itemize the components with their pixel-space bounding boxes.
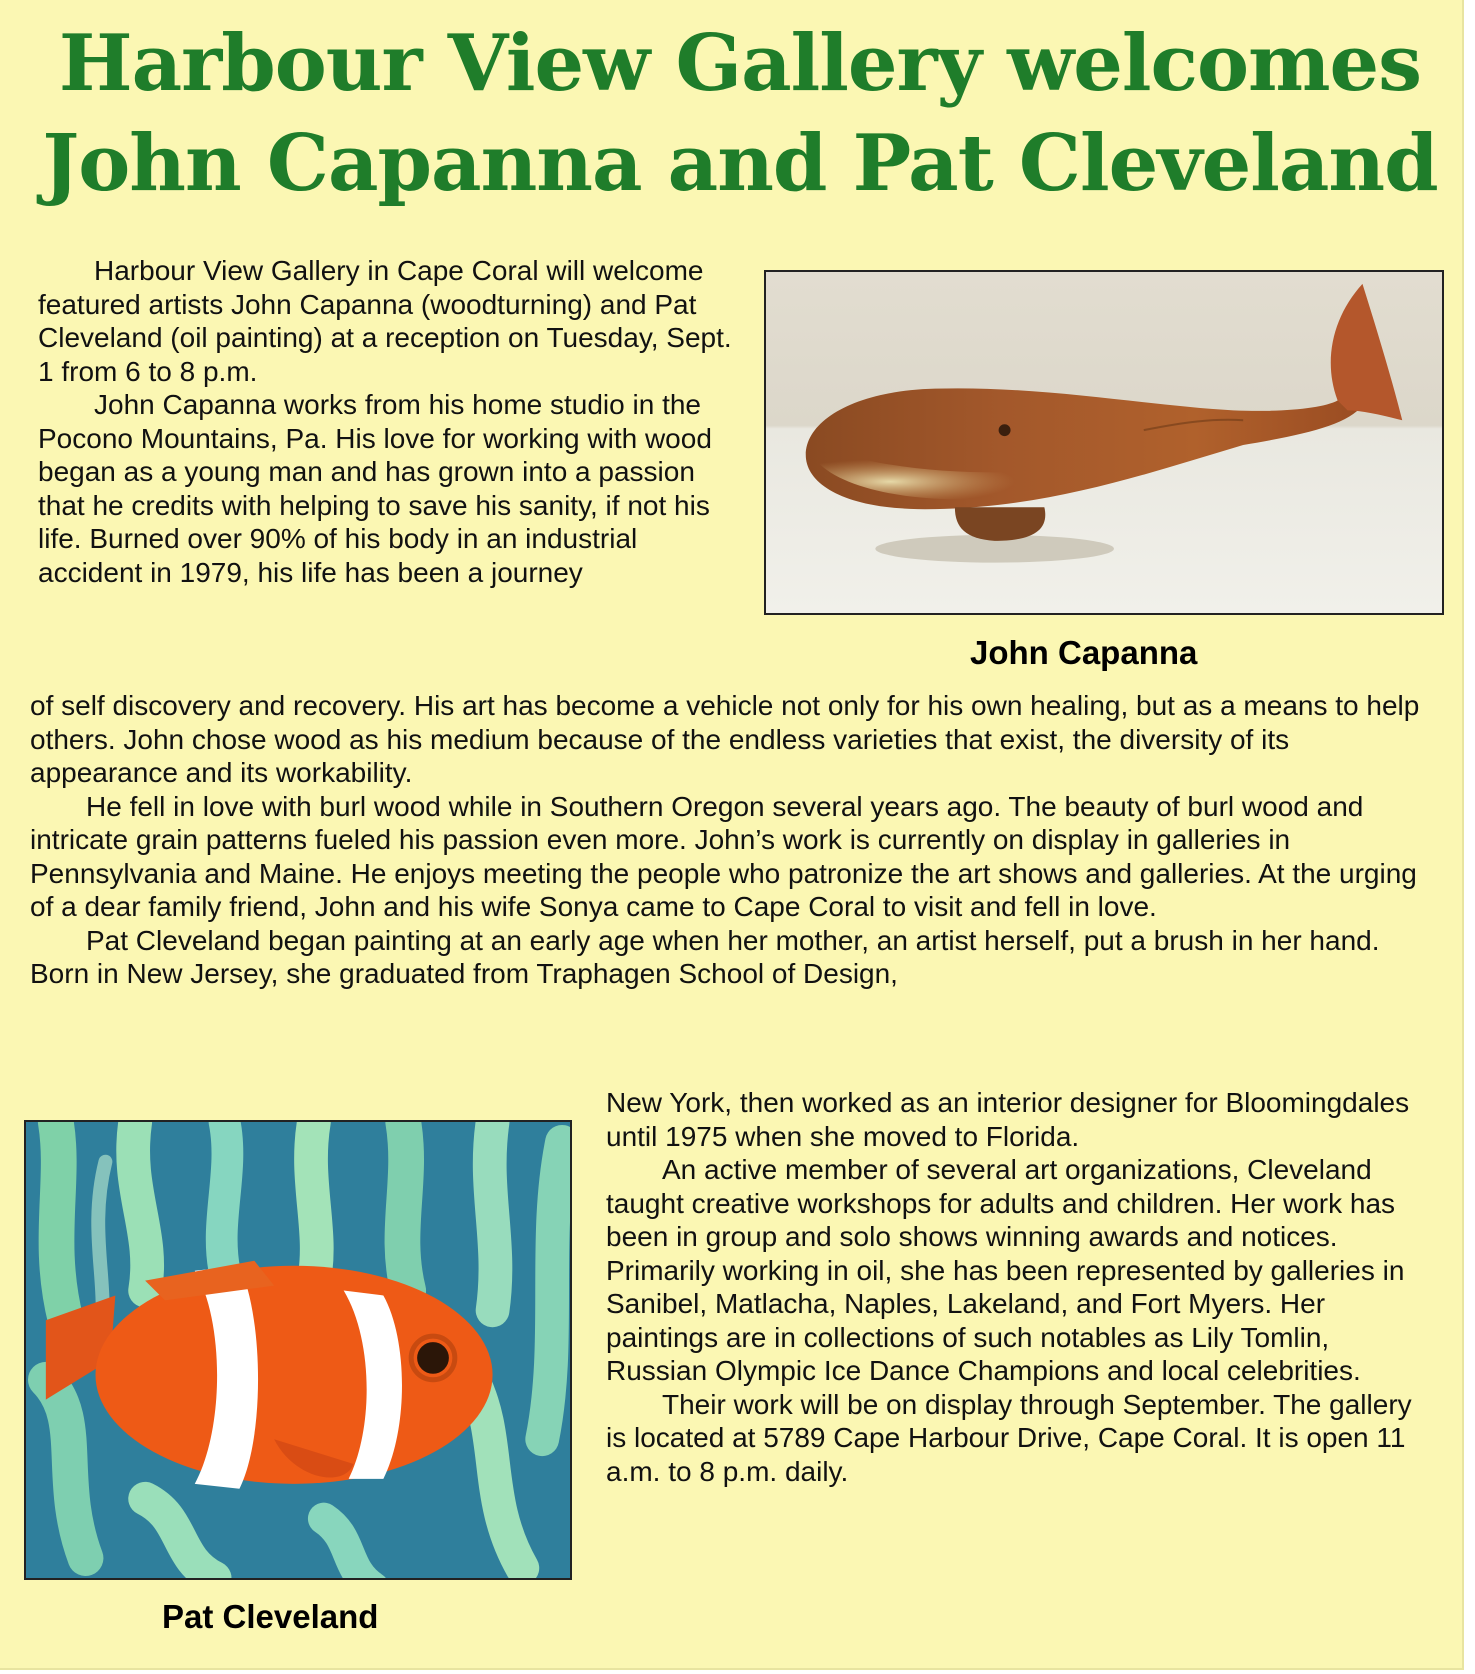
caption-pat-cleveland: Pat Cleveland: [162, 1598, 379, 1635]
clownfish-painting-photo: [24, 1120, 572, 1580]
whale-woodturning-photo: [764, 270, 1444, 615]
article-headline: [40, 14, 1440, 214]
paragraph-capanna-bio-continued: of self discovery and recovery. His art has become a vehicle not only for his own healing, but as a means to help others. John chose wood as his medium because of the endless varieties that exist, the diversity of its appearance and its workability.: [30, 690, 1420, 788]
full-width-column: [30, 689, 1430, 991]
paragraph-cleveland-bio: Pat Cleveland began painting at an early age when her mother, an artist herself, put a brush in her hand. Born in New Jersey, she graduated from Traphagen School of Design,: [30, 924, 1380, 989]
clownfish-painting-image: [26, 1122, 570, 1578]
paragraph-burl-wood: He fell in love with burl wood while in Southern Oregon several years ago. The beauty of burl wood and intricate grain patterns fueled his passion even more. John’s work is currently on display in galleries in Pennsylvania and Maine. He enjoys meeting the people who patronize the art shows and galleries. At the urging of a dear family friend, John and his wife Sonya came to Cape Coral to visit and fell in love.: [30, 790, 1417, 922]
bottom-right-column: [606, 1086, 1418, 1488]
headline-line-1: Harbour View Gallery welcomes: [58, 18, 1422, 109]
paragraph-capanna-bio: John Capanna works from his home studio in the Pocono Mountains, Pa. His love for working with wood began as a young man and has grown into a passion that he credits with helping to save his sanity, if not his life. Burned over 90% of his body in an industrial accident in 1979, his life has been a journey: [38, 389, 712, 588]
paragraph-organizations: An active member of several art organizations, Cleveland taught creative workshops for adults and children. Her work has been in group and solo shows winning awards and notices. Primarily working in oil, she has been represented by galleries in Sanibel, Matlacha, Naples, Lakeland, and Fort Myers. Her paintings are in collections of such notables as Lily Tomlin, Russian Olympic Ice Dance Champions and local celebrities.: [606, 1154, 1405, 1386]
paragraph-cleveland-bio-continued: New York, then worked as an interior designer for Bloomingdales until 1975 when she moved to Florida.: [606, 1087, 1410, 1152]
top-left-column: [38, 254, 743, 589]
caption-john-capanna: John Capanna: [970, 634, 1198, 671]
paragraph-display-info: Their work will be on display through September. The gallery is located at 5789 Cape Harbour Drive, Cape Coral. It is open 11 a.m. to 8 p.m. daily.: [606, 1388, 1412, 1487]
headline-line-2: John Capanna and Pat Cleveland: [42, 118, 1438, 209]
wooden-whale-image: [766, 272, 1442, 613]
paragraph-reception: Harbour View Gallery in Cape Coral will welcome featured artists John Capanna (woodturning) and Pat Cleveland (oil painting) at a reception on Tuesday, Sept. 1 from 6 to 8 p.m.: [38, 255, 732, 387]
